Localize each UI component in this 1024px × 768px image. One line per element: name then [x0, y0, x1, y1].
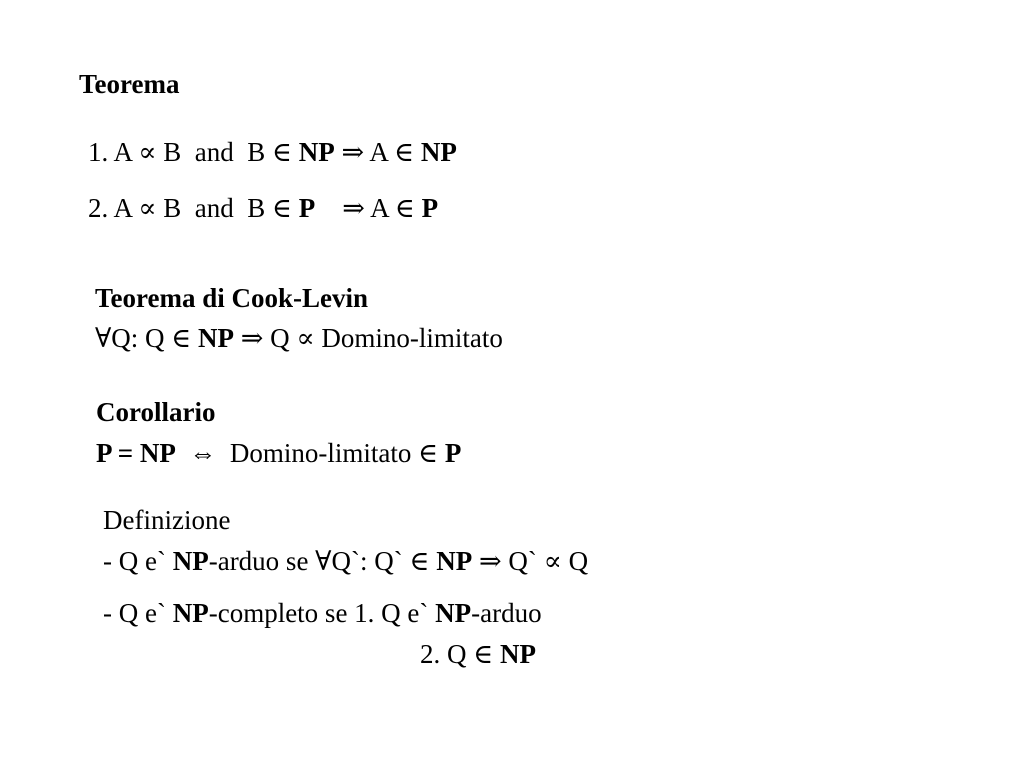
np-hard-definition — [103, 545, 588, 577]
np-class-label: NP — [420, 137, 457, 167]
p-class-label: P — [298, 193, 316, 223]
np-complete-condition-2 — [420, 638, 536, 670]
np-class-label: NP — [172, 546, 209, 576]
np-hard-prefix: - Q e` — [103, 546, 173, 576]
np-class-label: NP — [172, 598, 209, 628]
cook-levin-statement — [95, 322, 503, 354]
equals-sign: = — [111, 438, 140, 468]
theorem-title: Teorema — [79, 69, 180, 99]
np-complete-mid: -completo se 1. Q e` — [208, 598, 436, 628]
np-class-label: NP — [435, 598, 472, 628]
theorem-line-2-prefix: 2. A ∝ B and B ∈ — [88, 193, 299, 223]
np-class-label: NP — [298, 137, 335, 167]
cook-levin-title: Teorema di Cook-Levin — [95, 283, 369, 313]
np-class-label: NP — [500, 639, 536, 669]
theorem-line-1-mid: ⇒ A ∈ — [334, 137, 421, 167]
np-complete-definition — [103, 597, 542, 629]
cook-levin-suffix: ⇒ Q ∝ Domino-limitato — [234, 323, 503, 353]
cook-levin-prefix: ∀Q: Q ∈ — [95, 323, 199, 353]
corollary-title: Corollario — [96, 397, 216, 427]
corollary-statement — [96, 437, 461, 469]
np-hard-suffix: ⇒ Q` ∝ Q — [472, 546, 589, 576]
corollary-mid: ⇔ Domino-limitato ∈ — [175, 438, 445, 468]
np-class-label: NP — [436, 546, 473, 576]
np-complete-condition-2-prefix: 2. Q ∈ — [420, 639, 500, 669]
theorem-line-1 — [88, 136, 457, 168]
np-complete-prefix: - Q e` — [103, 598, 173, 628]
p-class-label: P — [96, 438, 112, 468]
np-class-label: NP — [198, 323, 235, 353]
p-class-label: P — [421, 193, 439, 223]
p-class-label: P — [444, 438, 462, 468]
theorem-line-2 — [88, 192, 438, 224]
np-class-label: NP — [139, 438, 176, 468]
theorem-line-2-mid: ⇒ A ∈ — [315, 193, 422, 223]
np-hard-mid: -arduo se ∀Q`: Q` ∈ — [208, 546, 437, 576]
definition-title: Definizione — [103, 505, 231, 535]
theorem-line-1-prefix: 1. A ∝ B and B ∈ — [88, 137, 299, 167]
np-complete-suffix: -arduo — [471, 598, 542, 628]
